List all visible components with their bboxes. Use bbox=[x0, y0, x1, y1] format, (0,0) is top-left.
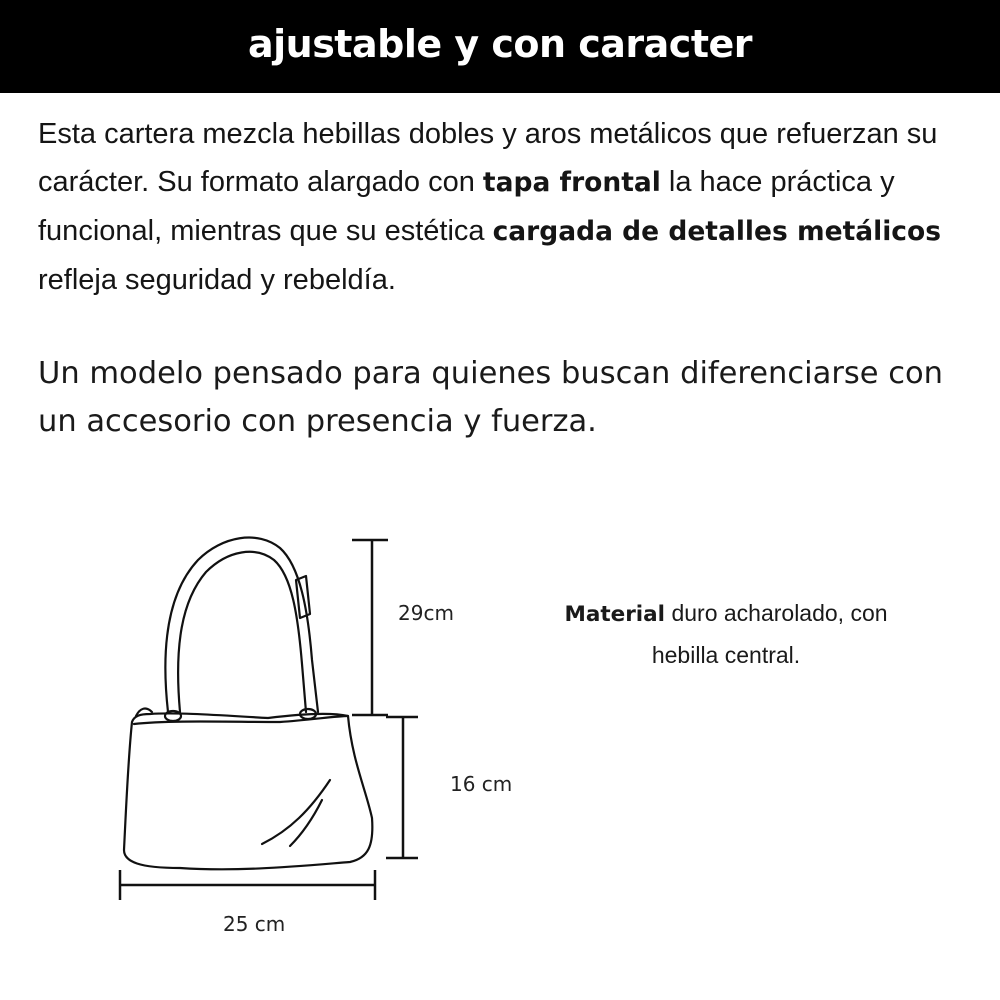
page-title: ajustable y con caracter bbox=[247, 21, 753, 66]
strap-height-label: 29cm bbox=[398, 601, 454, 625]
material-label: Material bbox=[564, 602, 666, 627]
product-tagline: Un modelo pensado para quienes buscan diferenciarse con un accesorio con presencia y fuerza. bbox=[38, 356, 943, 439]
description-emphasis-tapa: tapa frontal bbox=[482, 167, 661, 198]
material-text: duro acharolado, con hebilla central. bbox=[651, 600, 888, 668]
body-height-label: 16 cm bbox=[450, 772, 513, 796]
product-description bbox=[38, 110, 988, 304]
bag-illustration bbox=[124, 538, 372, 870]
width-label: 25 cm bbox=[223, 912, 286, 936]
material-note bbox=[556, 593, 896, 675]
dimension-lines bbox=[120, 540, 418, 900]
description-text: Esta cartera mezcla hebillas dobles y aros metálicos que refuerzan su carácter. Su formato alargado con bbox=[38, 118, 938, 198]
description-text: refleja seguridad y rebeldía. bbox=[38, 264, 396, 296]
description-emphasis-metal: cargada de detalles metálicos bbox=[492, 216, 941, 247]
header-bar bbox=[0, 0, 1000, 93]
description-text: la hace práctica y funcional, mientras que su estética bbox=[38, 166, 895, 247]
